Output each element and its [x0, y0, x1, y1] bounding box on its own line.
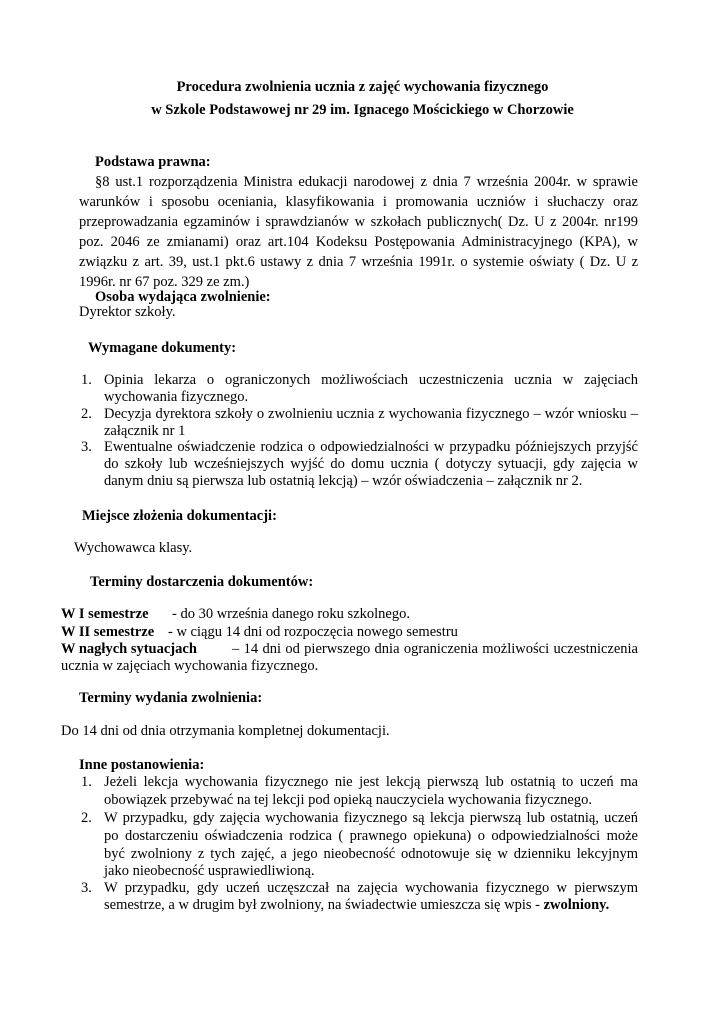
- issue-deadline-value: Do 14 dni od dnia otrzymania kompletnej dokumentacji.: [61, 723, 390, 739]
- doc-item-2-line-2: załącznik nr 1: [104, 423, 186, 439]
- legal-basis-line-5: związku z art. 39, ust.1 pkt.6 ustawy z dnia 7 września 1991r. o systemie oświaty ( Dz. U z: [79, 254, 638, 270]
- place-value: Wychowawca klasy.: [74, 540, 193, 556]
- sem1-text: - do 30 września danego roku szkolnego.: [172, 606, 410, 622]
- legal-basis-heading: Podstawa prawna:: [95, 154, 211, 170]
- other-item-3-line-1: W przypadku, gdy uczeń uczęszczał na zajęcia wychowania fizycznego w pierwszym: [104, 880, 638, 896]
- other-heading: Inne postanowienia:: [79, 757, 205, 773]
- other-item-2-number: 2.: [81, 810, 92, 826]
- legal-basis-line-1: §8 ust.1 rozporządzenia Ministra edukacji narodowej z dnia 7 września 2004r. w sprawie: [95, 174, 638, 190]
- other-item-2-line-4: jako nieobecność usprawiedliwioną.: [104, 863, 315, 879]
- other-item-2-line-3: być zwolniony z tych zajęć, a jego nieobecność odnotowuje się w dzienniku lekcyjnym: [104, 846, 638, 862]
- doc-item-1-line-2: wychowania fizycznego.: [104, 389, 249, 405]
- place-heading: Miejsce złożenia dokumentacji:: [82, 508, 277, 524]
- doc-item-2-line-1: Decyzja dyrektora szkoły o zwolnieniu ucznia z wychowania fizycznego – wzór wniosku –: [104, 406, 638, 422]
- doc-item-1-number: 1.: [81, 372, 92, 388]
- documents-heading: Wymagane dokumenty:: [88, 340, 237, 356]
- other-item-1-line-2: obowiązek przebywać na tej lekcji pod opieką nauczyciela wychowania fizycznego.: [104, 792, 592, 808]
- legal-basis-line-2: warunków i sposobu oceniania, klasyfikowania i promowania uczniów i słuchaczy oraz: [79, 194, 638, 210]
- sem2-text: - w ciągu 14 dni od rozpoczęcia nowego semestru: [168, 624, 458, 640]
- other-item-1-number: 1.: [81, 774, 92, 790]
- issuer-heading: Osoba wydająca zwolnienie:: [95, 289, 271, 305]
- issue-deadline-heading: Terminy wydania zwolnienia:: [79, 690, 263, 706]
- urgent-text: – 14 dni od pierwszego dnia ograniczenia możliwości uczestniczenia: [232, 641, 638, 657]
- other-item-2-line-2: po dostarczeniu oświadczenia rodzica ( prawnego opiekuna) o odpowiedzialności może: [104, 828, 638, 844]
- other-item-3-number: 3.: [81, 880, 92, 896]
- other-item-3-line-2-text: semestrze, a w drugim był zwolniony, na świadectwie umieszcza się wpis -: [104, 897, 544, 913]
- legal-basis-line-3: przeprowadzania egzaminów i sprawdzianów w szkołach publicznych( Dz. U z 2004r. nr199: [79, 214, 638, 230]
- doc-item-1-line-1: Opinia lekarza o ograniczonych możliwościach uczestniczenia ucznia w zajęciach: [104, 372, 638, 388]
- issuer-value: Dyrektor szkoły.: [79, 304, 176, 320]
- doc-item-3-line-1: Ewentualne oświadczenie rodzica o odpowiedzialności w przypadku późniejszych przyjść: [104, 439, 638, 455]
- doc-item-2-number: 2.: [81, 406, 92, 422]
- urgent-text-line-2: ucznia w zajęciach wychowania fizycznego.: [61, 658, 319, 674]
- other-item-3-bold-end: zwolniony.: [543, 897, 610, 913]
- legal-basis-line-4: poz. 2046 ze zmianami) oraz art.104 Kodeksu Postępowania Administracyjnego (KPA), w: [79, 234, 638, 250]
- doc-item-3-number: 3.: [81, 439, 92, 455]
- doc-item-3-line-3: danym dniu są pierwsza lub ostatnią lekcją) – wzór oświadczenia – załącznik nr 2.: [104, 473, 583, 489]
- legal-basis-line-6: 1996r. nr 67 poz. 329 ze zm.): [79, 274, 250, 290]
- other-item-2-line-1: W przypadku, gdy zajęcia wychowania fizycznego są lekcja pierwszą lub ostatnią, uczeń: [104, 810, 638, 826]
- other-item-1-line-1: Jeżeli lekcja wychowania fizycznego nie jest lekcją pierwszą lub ostatnią to uczeń ma: [104, 774, 638, 790]
- urgent-label: W nagłych sytuacjach: [61, 641, 197, 657]
- sem1-label: W I semestrze: [61, 606, 149, 622]
- doc-item-3-line-2: do szkoły lub wcześniejszych wyjść do domu ucznia ( dotyczy sytuacji, gdy zajęcia w: [104, 456, 638, 472]
- other-item-3-line-2: [104, 897, 609, 914]
- document-title-line-2: w Szkole Podstawowej nr 29 im. Ignacego Mościckiego w Chorzowie: [151, 102, 574, 118]
- document-title-line-1: Procedura zwolnienia ucznia z zajęć wychowania fizycznego: [176, 79, 549, 95]
- deadlines-heading: Terminy dostarczenia dokumentów:: [90, 574, 314, 590]
- sem2-label: W II semestrze: [61, 624, 155, 640]
